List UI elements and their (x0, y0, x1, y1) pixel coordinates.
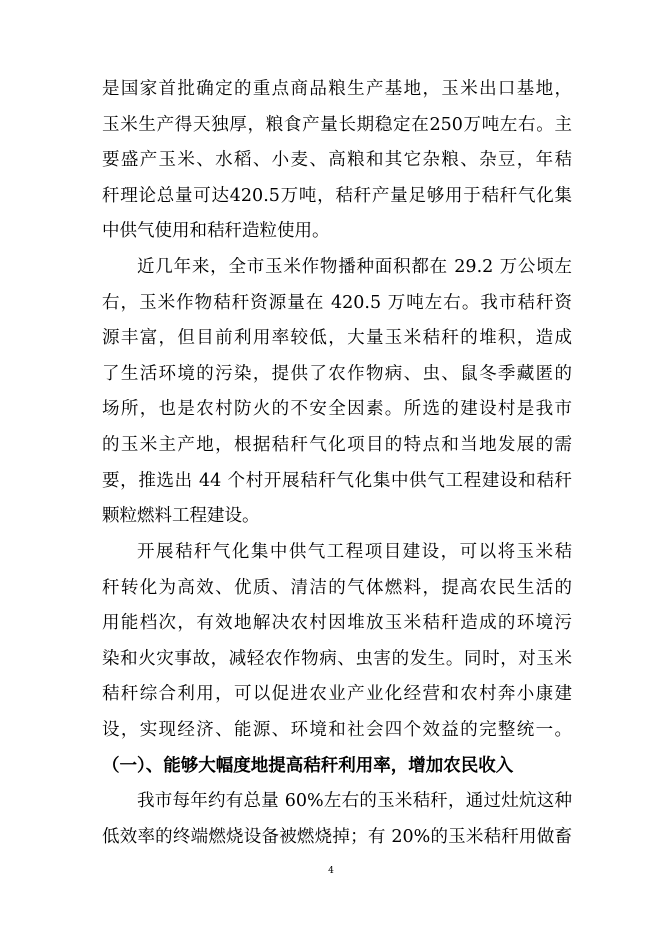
paragraph-4 (102, 784, 572, 855)
paragraph-1 (102, 72, 572, 250)
text-line: 秆转化为高效、优质、清洁的气体燃料，提高农民生活的 (102, 577, 572, 598)
text-line: 场所，也是农村防火的不安全因素。所选的建设村是我市 (102, 399, 572, 420)
text-line: 要盛产玉米、水稻、小麦、高粮和其它杂粮、杂豆，年秸 (102, 150, 572, 171)
text-line: 的玉米主产地，根据秸秆气化项目的特点和当地发展的需 (102, 434, 572, 455)
section-heading: （一）、能够大幅度地提高秸秆利用率，增加农民收入 (102, 756, 514, 776)
paragraph-3 (102, 535, 572, 749)
text-line: 源丰富，但目前利用率较低，大量玉米秸秆的堆积，造成 (102, 328, 572, 349)
text-line: 秆理论总量可达420.5万吨，秸秆产量足够用于秸秆气化集 (102, 185, 572, 206)
text-line: 颗粒燃料工程建设。 (102, 506, 260, 527)
page-number: 4 (328, 866, 334, 876)
text-line: 秸秆综合利用，可以促进农业产业化经营和农村奔小康建 (102, 684, 572, 705)
text-line: 近几年来，全市玉米作物播种面积都在 29.2 万公顷左 (137, 257, 572, 277)
text-line: 玉米生产得天独厚，粮食产量长期稳定在250万吨左右。主 (102, 114, 572, 135)
text-line: 低效率的终端燃烧设备被燃烧掉；有 20%的玉米秸秆用做畜 (102, 826, 572, 847)
text-line: 我市每年约有总量 60%左右的玉米秸秆，通过灶炕这种 (137, 791, 572, 811)
text-line: 中供气使用和秸秆造粒使用。 (102, 221, 330, 242)
text-line: 用能档次，有效地解决农村因堆放玉米秸秆造成的环境污 (102, 613, 572, 634)
text-line: 设，实现经济、能源、环境和社会四个效益的完整统一。 (102, 719, 572, 740)
text-line: 右，玉米作物秸秆资源量在 420.5 万吨左右。我市秸秆资 (102, 292, 572, 313)
text-line: 要，推选出 44 个村开展秸秆气化集中供气工程建设和秸秆 (102, 470, 572, 491)
paragraph-2 (102, 250, 572, 535)
text-line: 是国家首批确定的重点商品粮生产基地，玉米出口基地， (102, 79, 572, 99)
text-line: 了生活环境的污染，提供了农作物病、虫、鼠冬季藏匿的 (102, 363, 572, 384)
text-line: 开展秸秆气化集中供气工程项目建设，可以将玉米秸 (137, 542, 572, 562)
text-line: 染和火灾事故，减轻农作物病、虫害的发生。同时，对玉米 (102, 648, 572, 669)
